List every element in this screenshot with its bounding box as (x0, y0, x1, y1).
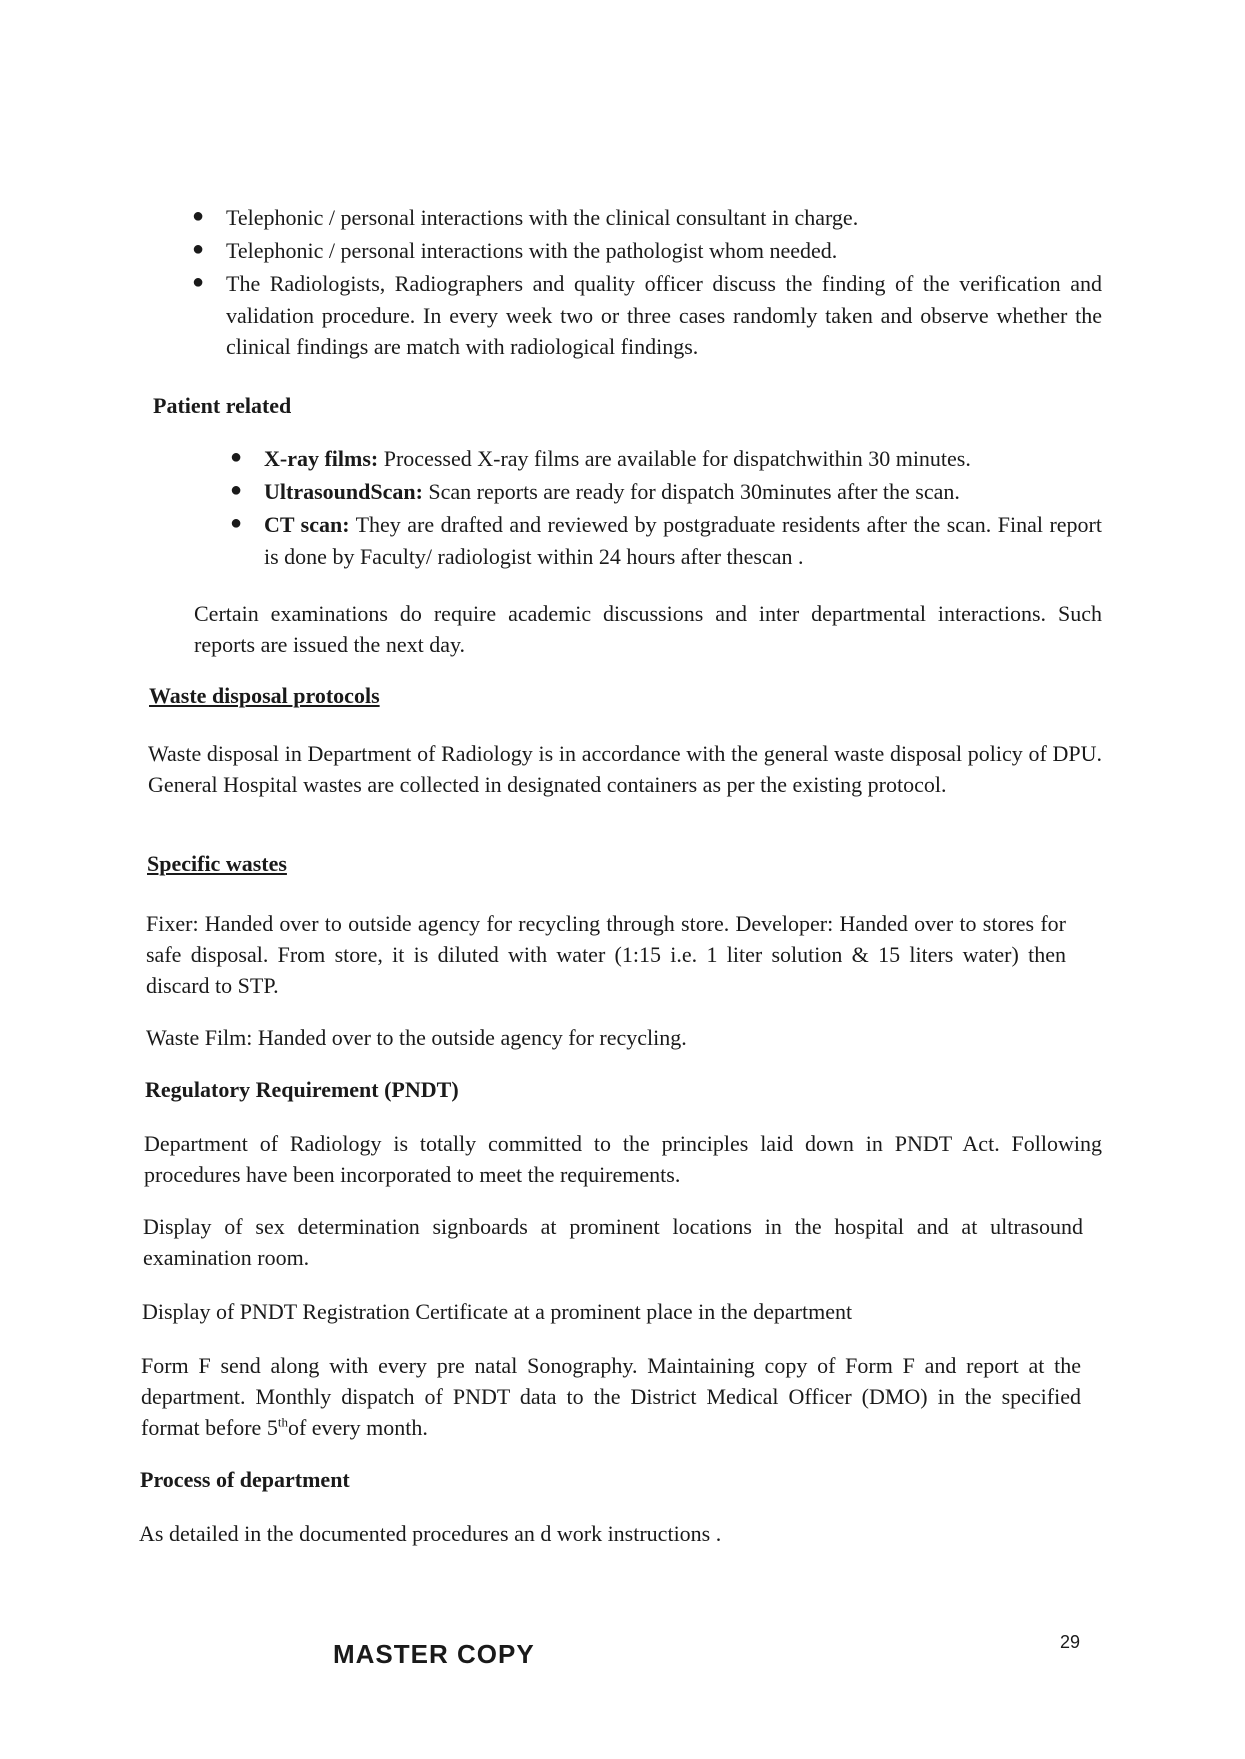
bullet-icon: ● (192, 238, 205, 261)
list-item (192, 202, 1102, 233)
patient-related-list (230, 443, 1102, 574)
patient-related-heading: Patient related (153, 393, 292, 418)
specific-wastes-para-fixer: Fixer: Handed over to outside agency for recycling through store. Developer: Handed over to stores for safe disposal. From store, it is diluted with water (1:15 i.e. 1 liter solution & 15 liters water) then discard to STP. (146, 911, 1066, 999)
waste-disposal-heading: Waste disposal protocols (149, 683, 380, 708)
process-text: As detailed in the documented procedures an d work instructions . (139, 1521, 722, 1546)
bullet-icon: ● (230, 479, 243, 502)
regulatory-para-3: Display of PNDT Registration Certificate at a prominent place in the department (142, 1299, 853, 1324)
bullet-icon: ● (230, 446, 243, 468)
list-item-label: X-ray films: (264, 446, 379, 471)
regulatory-para-1: Department of Radiology is totally committed to the principles laid down in PNDT Act. Following procedures have been incorporated to meet the requirements. (144, 1131, 1102, 1188)
list-item-text: Telephonic / personal interactions with the pathologist whom needed. (226, 238, 838, 264)
regulatory-para-4-text: Form F send along with every pre natal Sonography. Maintaining copy of Form F and report at the department. Monthly dispatch of PNDT data to the District Medical Officer (DMO) in the specified format before 5 (141, 1353, 1081, 1441)
regulatory-para-4-tail: of every month. (287, 1415, 428, 1441)
bullet-icon: ● (192, 205, 205, 227)
list-item-label: UltrasoundScan: (264, 479, 423, 505)
list-item (192, 268, 1102, 362)
list-item-label: CT scan: (264, 512, 350, 538)
list-item (230, 509, 1102, 571)
process-heading: Process of department (140, 1467, 350, 1492)
list-item (230, 476, 1102, 507)
regulatory-para-4 (141, 1350, 1081, 1444)
specific-wastes-heading: Specific wastes (147, 851, 287, 876)
list-item (230, 443, 1102, 474)
list-item (192, 235, 1102, 266)
waste-disposal-text: Waste disposal in Department of Radiology is in accordance with the general waste disposal policy of DPU. General Hospital wastes are collected in designated containers as per the existing protocol. (148, 741, 1102, 798)
bullet-icon: ● (230, 512, 243, 535)
intro-bullet-list (192, 202, 1102, 364)
list-item-text: They are drafted and reviewed by postgraduate residents after the scan. Final report is done by Faculty/ radiologist within 24 hours after thescan . (264, 512, 1102, 569)
page-number: 29 (1060, 1632, 1081, 1652)
ordinal-suffix: th (277, 1415, 288, 1431)
regulatory-para-2: Display of sex determination signboards at prominent locations in the hospital and at ultrasound examination room. (143, 1214, 1083, 1271)
master-copy-stamp: MASTER COPY (333, 1639, 535, 1669)
specific-wastes-para-film: Waste Film: Handed over to the outside agency for recycling. (146, 1025, 687, 1050)
bullet-icon: ● (192, 271, 205, 294)
list-item-text: The Radiologists, Radiographers and quality officer discuss the finding of the verification and validation procedure. In every week two or three cases randomly taken and observe whether the clinical findings are match with radiological findings. (226, 271, 1102, 359)
patient-related-note: Certain examinations do require academic discussions and inter departmental interactions. Such reports are issued the next day. (194, 601, 1102, 658)
list-item-text: Telephonic / personal interactions with the clinical consultant in charge. (226, 205, 859, 230)
regulatory-heading: Regulatory Requirement (PNDT) (145, 1077, 459, 1102)
list-item-text: Scan reports are ready for dispatch 30minutes after the scan. (422, 479, 960, 505)
list-item-text: Processed X-ray films are available for dispatchwithin 30 minutes. (378, 446, 971, 471)
